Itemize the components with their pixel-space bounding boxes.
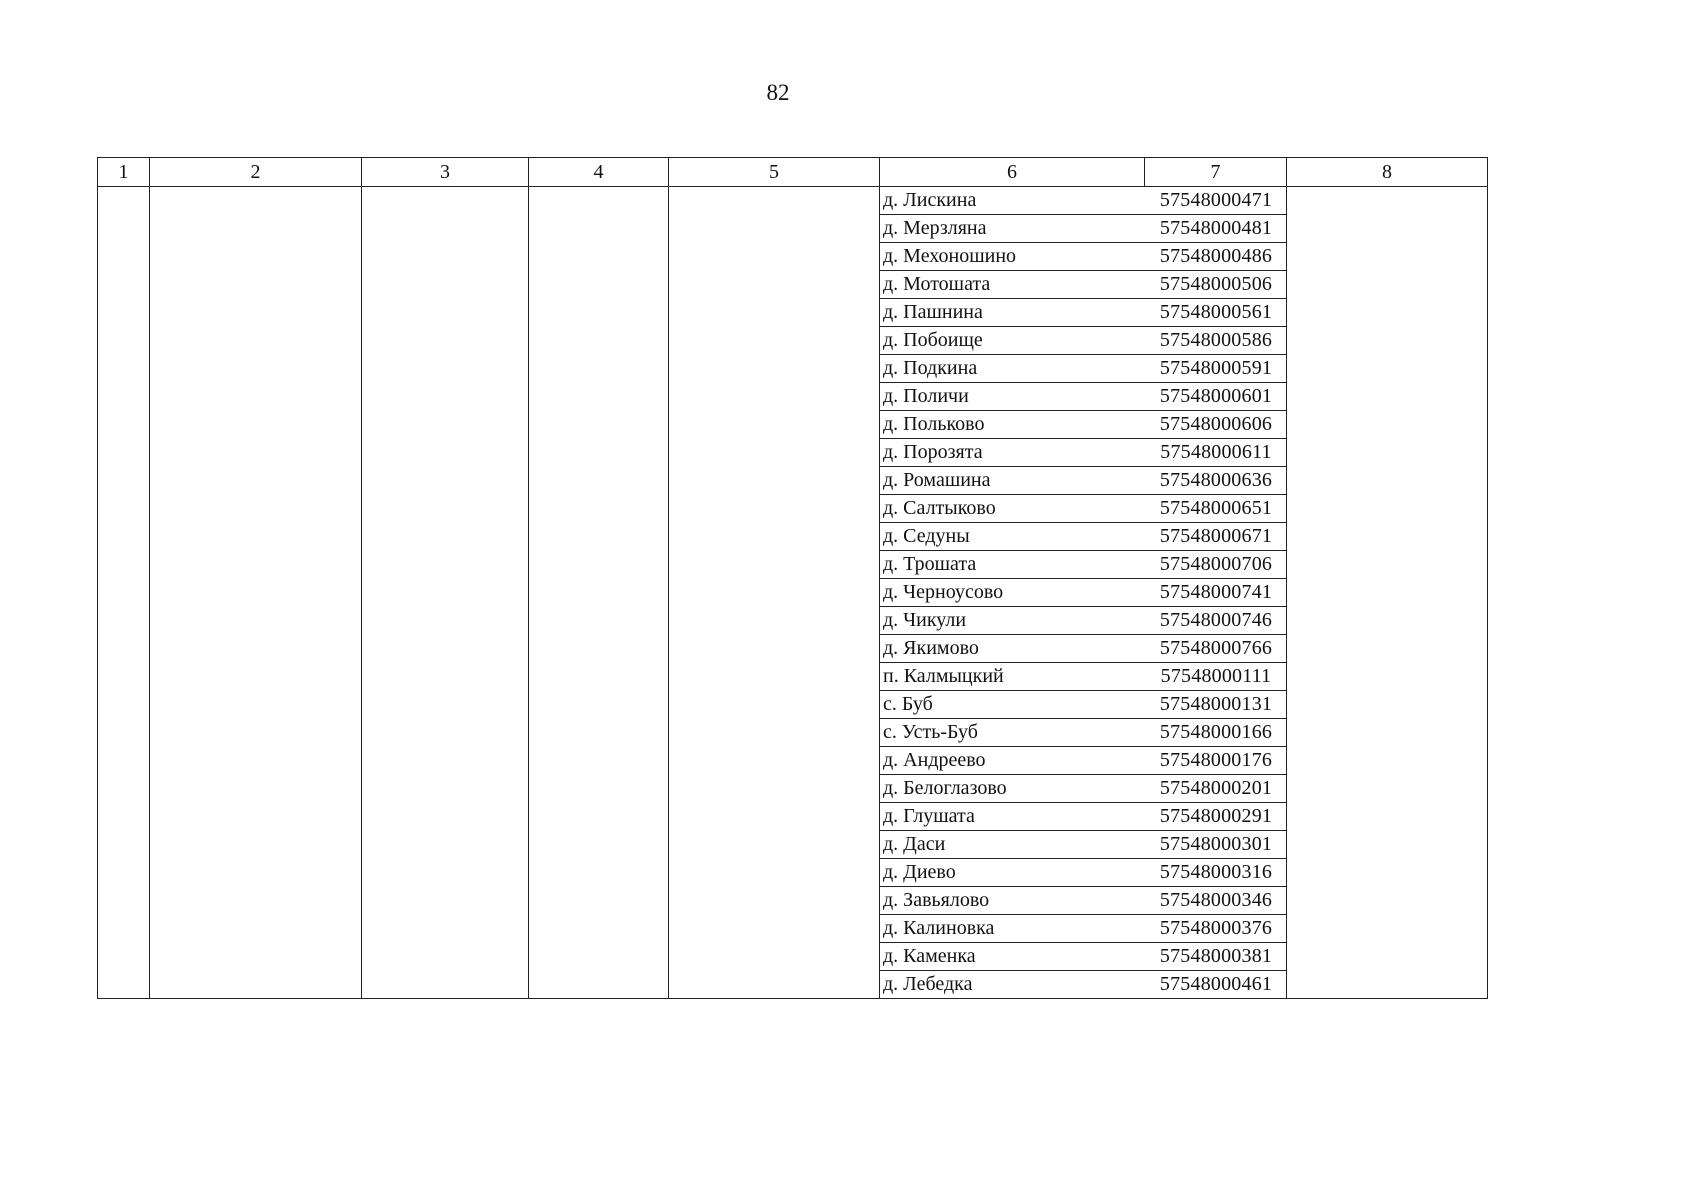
table-row <box>880 943 1287 971</box>
settlement-name: д. Чикули <box>880 607 1145 635</box>
settlement-code: 57548000481 <box>1145 215 1287 243</box>
table-row <box>880 971 1287 999</box>
table-row <box>880 215 1287 243</box>
settlement-name: д. Подкина <box>880 355 1145 383</box>
settlement-code: 57548000636 <box>1145 467 1287 495</box>
settlement-code: 57548000291 <box>1145 803 1287 831</box>
settlement-code: 57548000346 <box>1145 887 1287 915</box>
settlement-name: д. Седуны <box>880 523 1145 551</box>
settlements-cell <box>880 187 1287 999</box>
settlement-name: д. Пашнина <box>880 299 1145 327</box>
settlement-name: д. Салтыково <box>880 495 1145 523</box>
settlement-name: д. Калиновка <box>880 915 1145 943</box>
settlement-name: д. Мехоношино <box>880 243 1145 271</box>
column-header-2: 2 <box>150 158 362 187</box>
table-row <box>880 243 1287 271</box>
settlement-name: д. Даси <box>880 831 1145 859</box>
cell-col-8 <box>1287 187 1488 999</box>
settlement-code: 57548000651 <box>1145 495 1287 523</box>
column-header-1: 1 <box>98 158 150 187</box>
settlement-code: 57548000131 <box>1145 691 1287 719</box>
column-header-4: 4 <box>529 158 669 187</box>
settlement-code: 57548000671 <box>1145 523 1287 551</box>
settlement-code: 57548000591 <box>1145 355 1287 383</box>
settlement-code: 57548000746 <box>1145 607 1287 635</box>
table-row <box>880 523 1287 551</box>
settlement-name: с. Усть-Буб <box>880 719 1145 747</box>
settlement-code: 57548000601 <box>1145 383 1287 411</box>
settlement-code: 57548000611 <box>1145 439 1287 467</box>
column-header-6: 6 <box>880 158 1145 187</box>
settlement-code: 57548000706 <box>1145 551 1287 579</box>
table-row <box>880 915 1287 943</box>
table-row <box>880 803 1287 831</box>
settlement-code: 57548000486 <box>1145 243 1287 271</box>
settlement-name: д. Польково <box>880 411 1145 439</box>
settlement-name: д. Черноусово <box>880 579 1145 607</box>
settlement-name: д. Ромашина <box>880 467 1145 495</box>
cell-col-5 <box>669 187 880 999</box>
table-row <box>880 887 1287 915</box>
table-row <box>880 299 1287 327</box>
table-body-row <box>98 187 1488 999</box>
table-row <box>880 775 1287 803</box>
settlement-name: д. Завьялово <box>880 887 1145 915</box>
document-table <box>97 157 1488 999</box>
cell-col-1 <box>98 187 150 999</box>
table-row <box>880 271 1287 299</box>
settlement-code: 57548000376 <box>1145 915 1287 943</box>
table-row <box>880 439 1287 467</box>
column-header-8: 8 <box>1287 158 1488 187</box>
settlement-name: д. Побоище <box>880 327 1145 355</box>
settlement-code: 57548000561 <box>1145 299 1287 327</box>
table-row <box>880 551 1287 579</box>
settlement-code: 57548000176 <box>1145 747 1287 775</box>
settlement-name: д. Порозята <box>880 439 1145 467</box>
table-row <box>880 691 1287 719</box>
settlement-name: д. Лебедка <box>883 973 973 995</box>
table-row <box>880 467 1287 495</box>
settlement-name: д. Каменка <box>880 943 1145 971</box>
column-header-5: 5 <box>669 158 880 187</box>
page-number: 82 <box>766 80 790 105</box>
settlements-list <box>880 187 1287 998</box>
settlement-code: 57548000381 <box>1145 943 1287 971</box>
settlement-name: д. Поличи <box>880 383 1145 411</box>
settlement-code: 57548000766 <box>1145 635 1287 663</box>
settlement-name: д. Мотошата <box>880 271 1145 299</box>
settlement-name: д. Диево <box>880 859 1145 887</box>
column-header-7: 7 <box>1145 158 1287 187</box>
settlement-code: 57548000166 <box>1145 719 1287 747</box>
settlement-name: д. Лискина <box>880 187 1145 215</box>
column-header-3: 3 <box>362 158 529 187</box>
settlement-code: 57548000741 <box>1145 579 1287 607</box>
settlement-name: д. Мерзляна <box>880 215 1145 243</box>
settlement-code: 57548000606 <box>1145 411 1287 439</box>
settlement-code: 57548000506 <box>1145 271 1287 299</box>
settlement-name: д. Трошата <box>880 551 1145 579</box>
settlement-name: д. Андреево <box>880 747 1145 775</box>
table-row <box>880 355 1287 383</box>
settlement-name: п. Калмыцкий <box>880 663 1145 691</box>
settlement-code: 57548000201 <box>1145 775 1287 803</box>
cell-col-3 <box>362 187 529 999</box>
settlement-code: 57548000111 <box>1145 663 1287 691</box>
settlement-name: д. Белоглазово <box>880 775 1145 803</box>
table-row <box>880 663 1287 691</box>
table-row <box>880 579 1287 607</box>
settlement-name: д. Якимово <box>880 635 1145 663</box>
table-row <box>880 187 1287 215</box>
settlement-name: д. Глушата <box>880 803 1145 831</box>
table-row <box>880 635 1287 663</box>
cell-col-4 <box>529 187 669 999</box>
settlement-code: 57548000586 <box>1145 327 1287 355</box>
table-row <box>880 327 1287 355</box>
settlement-code: 57548000301 <box>1145 831 1287 859</box>
table-row <box>880 747 1287 775</box>
table-row <box>880 411 1287 439</box>
table-row <box>880 719 1287 747</box>
settlement-name: с. Буб <box>880 691 1145 719</box>
settlement-code: 57548000316 <box>1145 859 1287 887</box>
table-row <box>880 383 1287 411</box>
table-header-row <box>98 158 1488 187</box>
table-row <box>880 607 1287 635</box>
cell-col-2 <box>150 187 362 999</box>
table-row <box>880 859 1287 887</box>
table-row <box>880 495 1287 523</box>
table-row <box>880 831 1287 859</box>
settlement-code: 57548000471 <box>1145 187 1287 215</box>
settlement-code: 57548000461 <box>1159 973 1273 995</box>
